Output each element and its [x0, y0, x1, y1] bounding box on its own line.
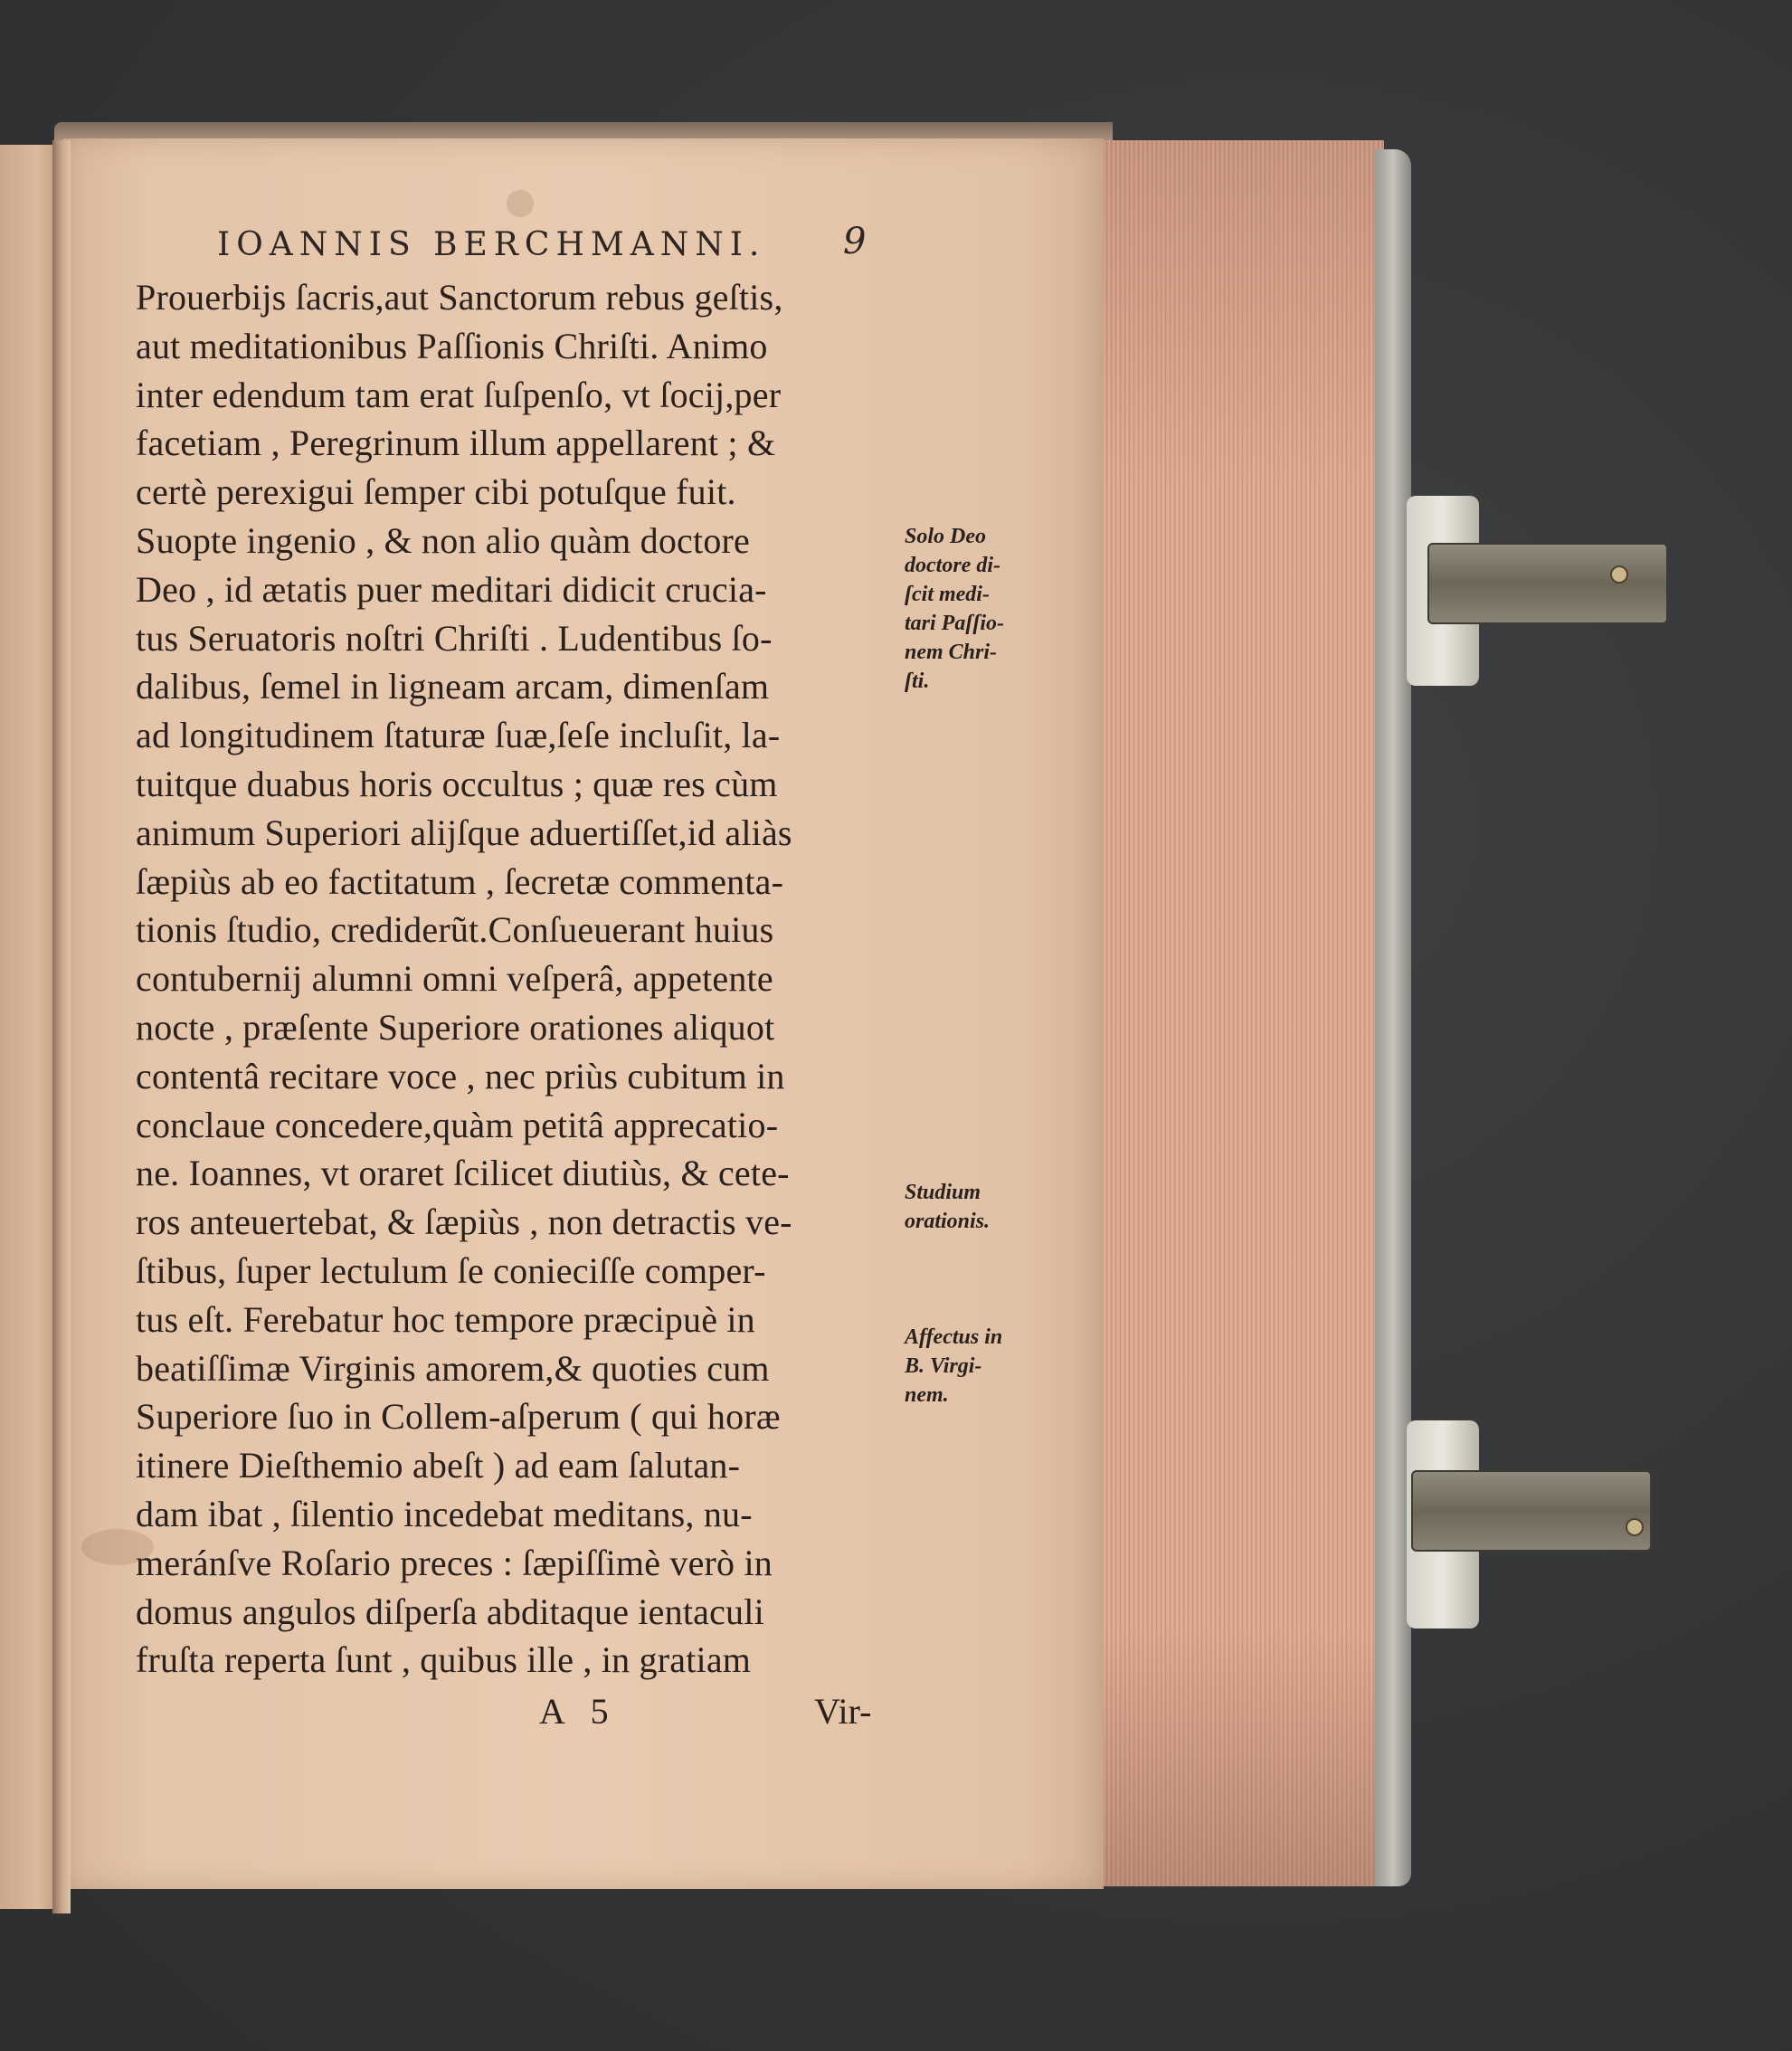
- text-line: Superiore ſuo in Collem-aſperum ( qui horæ: [136, 1396, 781, 1438]
- text-line: Suopte ingenio , & non alio quàm doctore: [136, 520, 750, 561]
- signature-mark: A 5: [539, 1691, 618, 1732]
- marginal-note-line: Studium: [905, 1181, 981, 1204]
- marginal-note-line: Affectus in: [905, 1325, 1003, 1349]
- text-line: ſæpiùs ab eo factitatum , ſecretæ commenta-: [136, 860, 784, 902]
- text-line: certè perexigui ſemper cibi potuſque fuit.: [136, 471, 736, 513]
- text-line: conclaue concedere,quàm petitâ apprecatio-: [136, 1104, 779, 1145]
- text-line: ſtibus, ſuper lectulum ſe conieciſſe comper-: [136, 1250, 766, 1291]
- page-stain: [507, 190, 534, 217]
- text-line: tuitque duabus horis occultus ; quæ res cùm: [136, 764, 778, 804]
- text-line: tionis ſtudio, crediderũt.Conſueuerant huius: [136, 909, 774, 951]
- marginal-note-line: nem.: [905, 1383, 949, 1407]
- marginal-note-line: Solo Deo: [905, 525, 986, 548]
- text-line: inter edendum tam erat ſuſpenſo, vt ſocij,per: [136, 374, 782, 415]
- fore-edge-shade: [1099, 140, 1384, 1886]
- marginal-note-line: orationis.: [905, 1210, 991, 1233]
- text-line: facetiam , Peregrinum illum appellarent ; &: [136, 423, 776, 464]
- text-line: contentâ recitare voce , nec priùs cubitum in: [136, 1055, 785, 1097]
- text-line: ad longitudinem ſtaturæ ſuæ,ſeſe incluſit, la-: [136, 715, 781, 756]
- catchword: Vir-: [814, 1691, 872, 1732]
- gutter: [52, 140, 71, 1913]
- text-line: meránſve Roſario preces : ſæpiſſimè verò in: [136, 1542, 773, 1583]
- text-line: animum Superiori alijſque aduertiſſet,id aliàs: [136, 812, 792, 853]
- text-line: dalibus, ſemel in ligneam arcam, dimenſam: [136, 666, 770, 707]
- upper-clasp-rivet: [1610, 565, 1628, 584]
- marginal-note-line: B. Virgi-: [905, 1354, 982, 1378]
- text-line: dam ibat , ſilentio incedebat meditans, nu-: [136, 1494, 753, 1534]
- marginal-note-line: tari Paſſio-: [905, 612, 1004, 635]
- text-line: tus eſt. Ferebatur hoc tempore præcipuè in: [136, 1298, 755, 1340]
- text-line: ne. Ioannes, vt oraret ſcilicet diutiùs, & cete-: [136, 1153, 790, 1194]
- marginal-note-line: ſcit medi-: [905, 583, 990, 606]
- text-line: contubernij alumni omni veſperâ, appetente: [136, 958, 773, 1000]
- text-line: domus angulos diſperſa abditaque ientaculi: [136, 1590, 764, 1632]
- cover-edge: [1375, 149, 1411, 1886]
- text-line: Deo , id ætatis puer meditari didicit crucia-: [136, 568, 767, 610]
- marginal-note-line: doctore di-: [905, 554, 1000, 577]
- text-line: beatiſſimæ Virginis amorem,& quoties cum: [136, 1347, 770, 1389]
- text-line: Prouerbijs ſacris,aut Sanctorum rebus geſtis,: [136, 277, 783, 318]
- lower-clasp[interactable]: [1411, 1470, 1652, 1552]
- text-line: aut meditationibus Paſſionis Chriſti. Animo: [136, 325, 768, 366]
- lower-clasp-rivet: [1626, 1518, 1644, 1536]
- text-line: tus Seruatoris noſtri Chriſti . Ludentibus ſo-: [136, 617, 773, 659]
- text-line: itinere Dieſthemio abeſt ) ad eam ſalutan-: [136, 1445, 741, 1486]
- marginal-note-line: nem Chri-: [905, 641, 998, 664]
- running-title: IOANNIS BERCHMANNI.: [217, 226, 766, 263]
- text-line: nocte , præſente Superiore orationes aliquot: [136, 1007, 775, 1048]
- folio-number: 9: [843, 221, 867, 262]
- marginal-note-line: ſti.: [905, 669, 930, 693]
- text-line: fruſta reperta ſunt , quibus ille , in gratiam: [136, 1639, 752, 1681]
- text-line: ros anteuertebat, & ſæpiùs , non detractis ve-: [136, 1201, 792, 1243]
- upper-clasp[interactable]: [1427, 543, 1668, 624]
